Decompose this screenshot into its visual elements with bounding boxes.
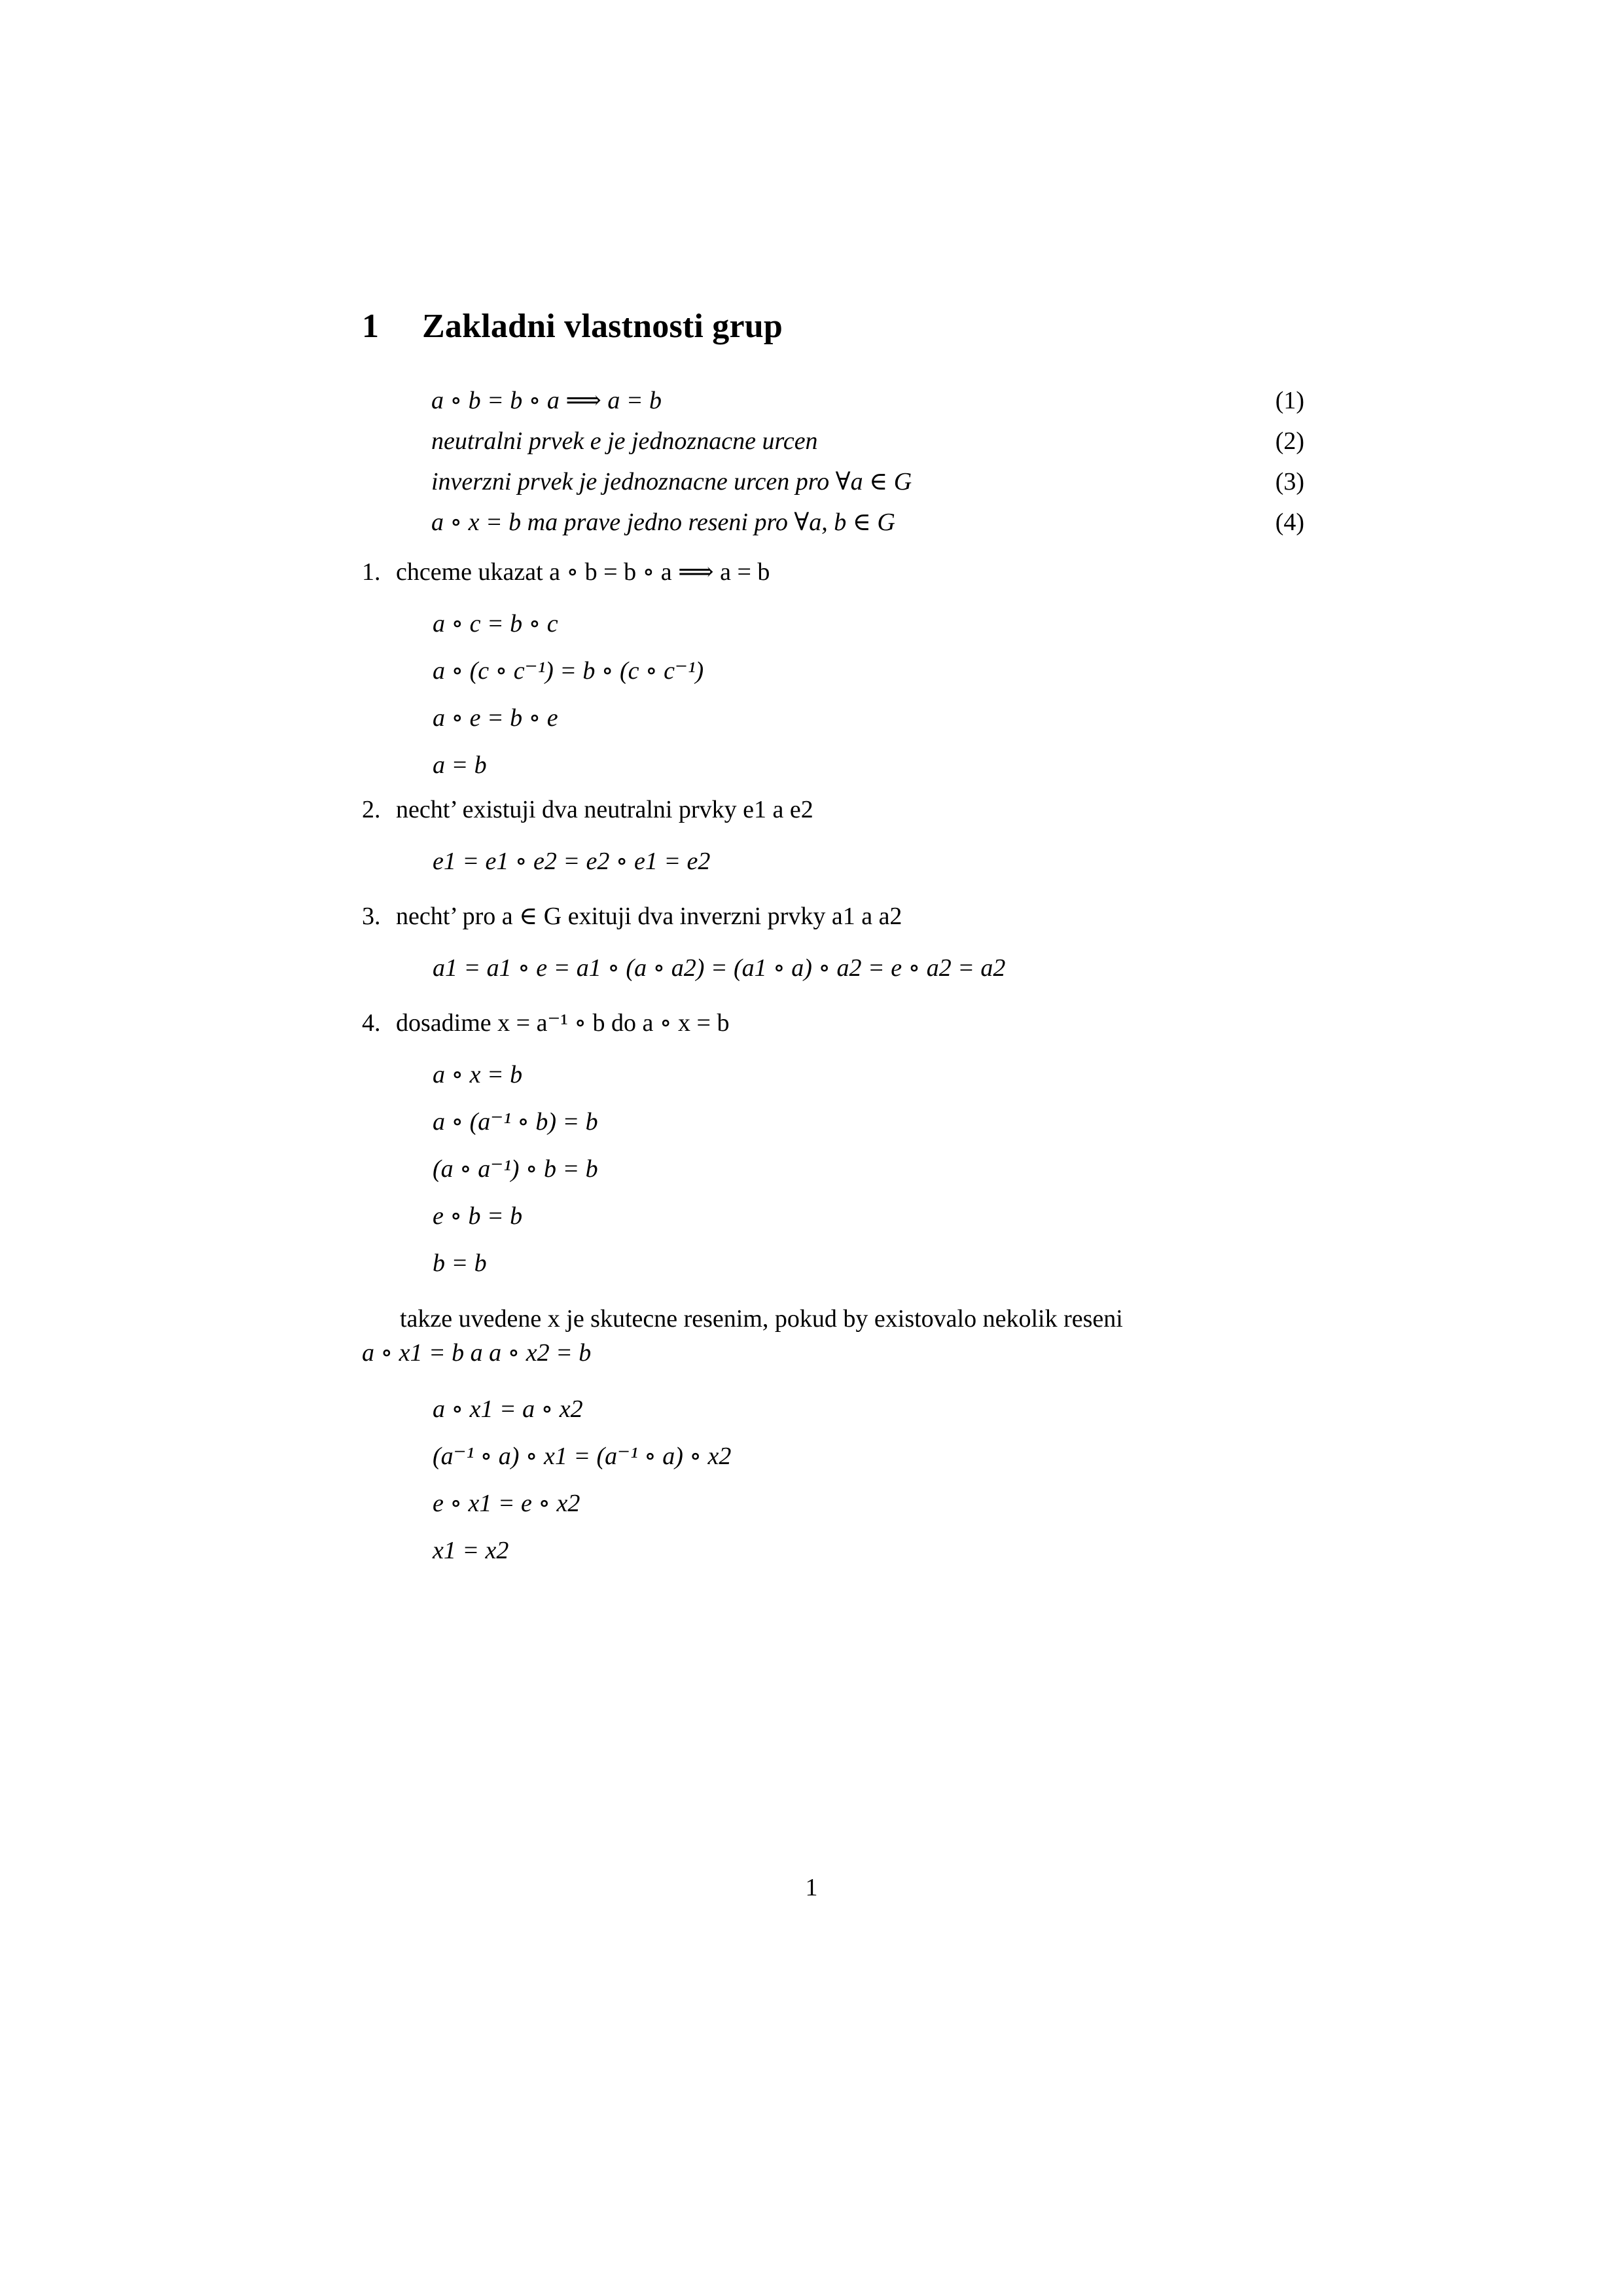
page-number-footer: 1 (805, 1874, 818, 1901)
numbered-equation-4 (362, 502, 1304, 543)
list-item-text: necht’ existuji dva neutralni prvky e1 a e2 (396, 796, 813, 824)
list-item (362, 1007, 1304, 1282)
spacer (362, 737, 1304, 746)
spacer (362, 880, 1304, 900)
equation-body: neutralni prvek e je jednoznacne urcen (431, 427, 818, 456)
list-item-number: 4. (362, 1009, 381, 1037)
derivation-closing (362, 1390, 1304, 1570)
spacer (362, 1094, 1304, 1103)
list-item-text: dosadime x = a⁻¹ ∘ b do a ∘ x = b (396, 1009, 730, 1037)
equation-tag: (4) (1275, 509, 1304, 537)
spacer (362, 827, 1304, 842)
spacer (362, 1475, 1304, 1484)
list-item-heading-3 (362, 900, 1304, 933)
spacer (362, 547, 1304, 556)
spacer (362, 1371, 1304, 1390)
spacer (362, 690, 1304, 699)
equation-tag: (2) (1275, 427, 1304, 456)
derivation-1 (362, 605, 1304, 784)
list-item (362, 793, 1304, 900)
proof-list (362, 556, 1304, 1282)
list-item-number: 3. (362, 903, 381, 930)
equation-tag: (3) (1275, 468, 1304, 496)
derivation-line: a ∘ x1 = a ∘ x2 (433, 1395, 583, 1423)
spacer (362, 1282, 1304, 1302)
derivation-line: e ∘ x1 = e ∘ x2 (433, 1489, 580, 1517)
spacer (362, 1522, 1304, 1532)
closing-paragraph-text: takze uvedene x je skutecne resenim, pokud by existovalo nekolik reseni (400, 1304, 1123, 1333)
derivation-line: e1 = e1 ∘ e2 = e2 ∘ e1 = e2 (433, 848, 711, 875)
numbered-equation-3 (362, 461, 1304, 502)
derivation-line: a ∘ c = b ∘ c (433, 610, 558, 638)
page-title (362, 308, 1304, 345)
numbered-equation-1 (362, 380, 1304, 421)
list-item-text: chceme ukazat a ∘ b = b ∘ a ⟹ a = b (396, 558, 770, 586)
list-item-text: necht’ pro a ∈ G exituji dva inverzni prvky a1 a a2 (396, 903, 902, 930)
derivation-line: b = b (433, 1249, 487, 1277)
spacer (362, 1235, 1304, 1244)
equation-tag: (1) (1275, 387, 1304, 415)
list-item (362, 556, 1304, 793)
list-item-heading-4 (362, 1007, 1304, 1040)
list-item-number: 2. (362, 796, 381, 824)
spacer (362, 987, 1304, 1007)
list-item-heading-2 (362, 793, 1304, 827)
derivation-line: a1 = a1 ∘ e = a1 ∘ (a ∘ a2) = (a1 ∘ a) ∘ a2 = e ∘ a2 = a2 (433, 954, 1006, 982)
derivation-line: a ∘ (a⁻¹ ∘ b) = b (433, 1107, 598, 1136)
equation-body: a ∘ b = b ∘ a ⟹ a = b (431, 387, 662, 415)
list-item (362, 900, 1304, 1007)
equation-body: a ∘ x = b ma prave jedno reseni pro ∀a, b ∈ G (431, 509, 895, 537)
derivation-line: x1 = x2 (433, 1536, 509, 1564)
derivation-4 (362, 1056, 1304, 1282)
closing-paragraph (362, 1302, 1304, 1371)
section-title: Zakladni vlastnosti grup (422, 308, 783, 345)
spacer (362, 1188, 1304, 1197)
document-body (362, 308, 1304, 1570)
spacer (362, 1141, 1304, 1150)
spacer (362, 1428, 1304, 1437)
list-item-heading-1 (362, 556, 1304, 589)
spacer (362, 784, 1304, 793)
equation-body: inverzni prvek je jednoznacne urcen pro ∀a ∈ G (431, 468, 912, 496)
derivation-line: a ∘ e = b ∘ e (433, 704, 558, 732)
closing-paragraph-math: a ∘ x1 = b a a ∘ x2 = b (362, 1339, 592, 1367)
derivation-line: a = b (433, 751, 487, 780)
derivation-line: a ∘ x = b (433, 1060, 523, 1088)
derivation-3 (362, 949, 1304, 987)
spacer (362, 643, 1304, 652)
spacer (362, 1040, 1304, 1056)
spacer (362, 933, 1304, 949)
section-number: 1 (362, 308, 380, 345)
derivation-line: (a ∘ a⁻¹) ∘ b = b (433, 1155, 598, 1183)
spacer (362, 589, 1304, 605)
derivation-line: a ∘ (c ∘ c⁻¹) = b ∘ (c ∘ c⁻¹) (433, 657, 704, 685)
numbered-equation-block (362, 380, 1304, 543)
list-item-number: 1. (362, 558, 381, 586)
derivation-line: e ∘ b = b (433, 1202, 523, 1230)
derivation-2 (362, 842, 1304, 880)
derivation-line: (a⁻¹ ∘ a) ∘ x1 = (a⁻¹ ∘ a) ∘ x2 (433, 1442, 732, 1470)
numbered-equation-2 (362, 421, 1304, 461)
